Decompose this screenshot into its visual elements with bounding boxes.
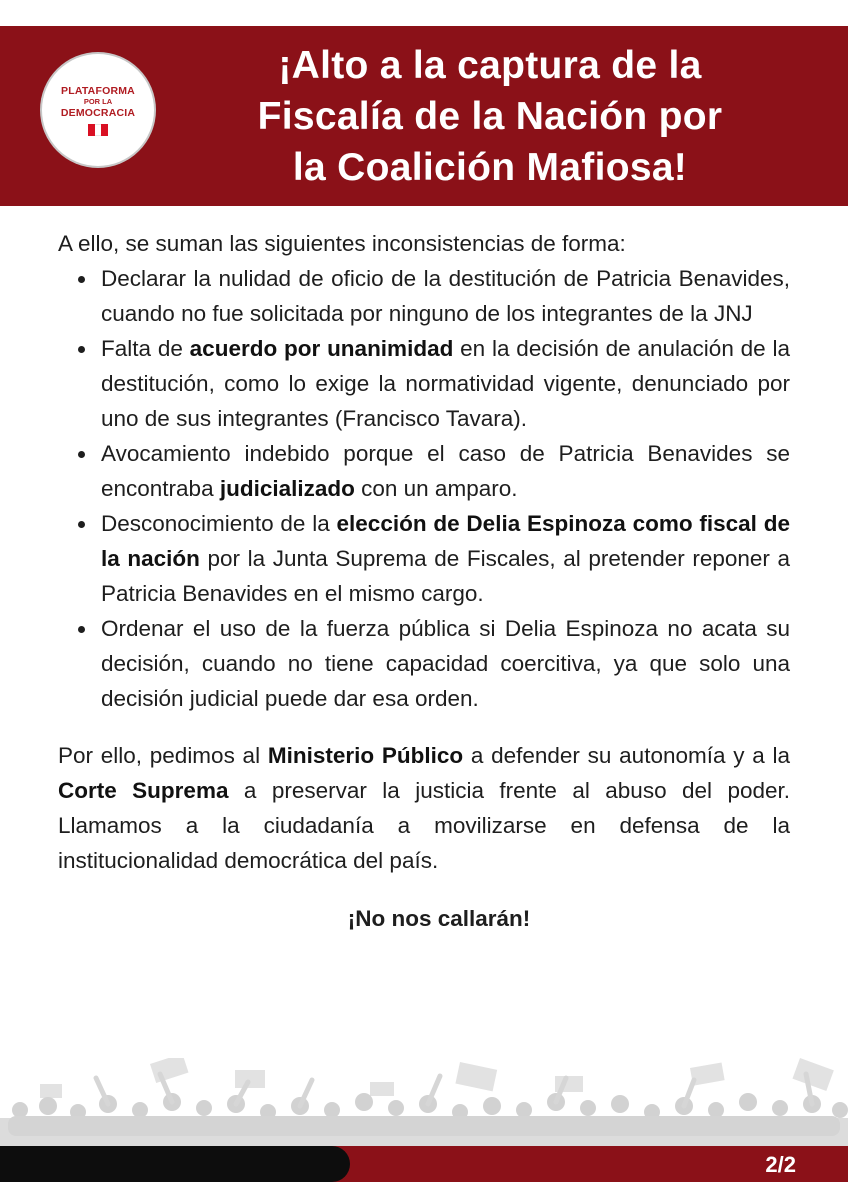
title-line: Fiscalía de la Nación por (257, 95, 723, 138)
list-item: Avocamiento indebido porque el caso de Patricia Benavides se encontraba judicializado con un amparo. (58, 436, 790, 506)
title-line: ¡Alto a la captura de la (278, 44, 702, 87)
list-item: Ordenar el uso de la fuerza pública si Delia Espinoza no acata su decisión, cuando no tiene capacidad coercitiva, ya que solo una decisión judicial puede dar esa orden. (58, 611, 790, 716)
logo-line-2: POR LA (83, 96, 113, 106)
title-line: la Coalición Mafiosa! (292, 146, 688, 189)
plataforma-logo (42, 54, 154, 166)
logo-line-3: DEMOCRACIA (60, 106, 136, 119)
top-margin (0, 0, 848, 26)
bullet-icon (78, 346, 85, 353)
header-banner (0, 26, 848, 206)
protest-crowd-illustration (0, 1058, 848, 1146)
peru-flag-icon (88, 124, 108, 136)
closing-paragraph: Por ello, pedimos al Ministerio Público a defender su autonomía y a la Corte Suprema a preservar la justicia frente al abuso del poder. Llamamos a la ciudadanía a movilizarse en defensa de la institucionalidad democrática del país. (58, 743, 790, 873)
bullet-icon (78, 626, 85, 633)
intro-paragraph: A ello, se suman las siguientes inconsistencias de forma: (58, 231, 626, 256)
footer-black-bar (0, 1146, 350, 1182)
list-item: Falta de acuerdo por unanimidad en la decisión de anulación de la destitución, como lo exige la normatividad vigente, denunciado por uno de sus integrantes (Francisco Tavara). (58, 331, 790, 436)
list-item: Desconocimiento de la elección de Delia Espinoza como fiscal de la nación por la Junta Suprema de Fiscales, al pretender reponer a Patricia Benavides en el mismo cargo. (58, 506, 790, 611)
logo-line-1: PLATAFORMA (61, 84, 135, 97)
bottom-margin (0, 1182, 848, 1200)
bullet-icon (78, 521, 85, 528)
bullet-icon (78, 276, 85, 283)
page-title (170, 40, 810, 193)
document-body (58, 226, 790, 936)
page-number: 2/2 (765, 1152, 796, 1177)
slogan: ¡No nos callarán! (347, 905, 531, 931)
list-item: Declarar la nulidad de oficio de la destitución de Patricia Benavides, cuando no fue solicitada por ninguno de los integrantes de la JNJ (58, 261, 790, 331)
bullet-icon (78, 451, 85, 458)
inconsistencies-list (58, 261, 790, 716)
